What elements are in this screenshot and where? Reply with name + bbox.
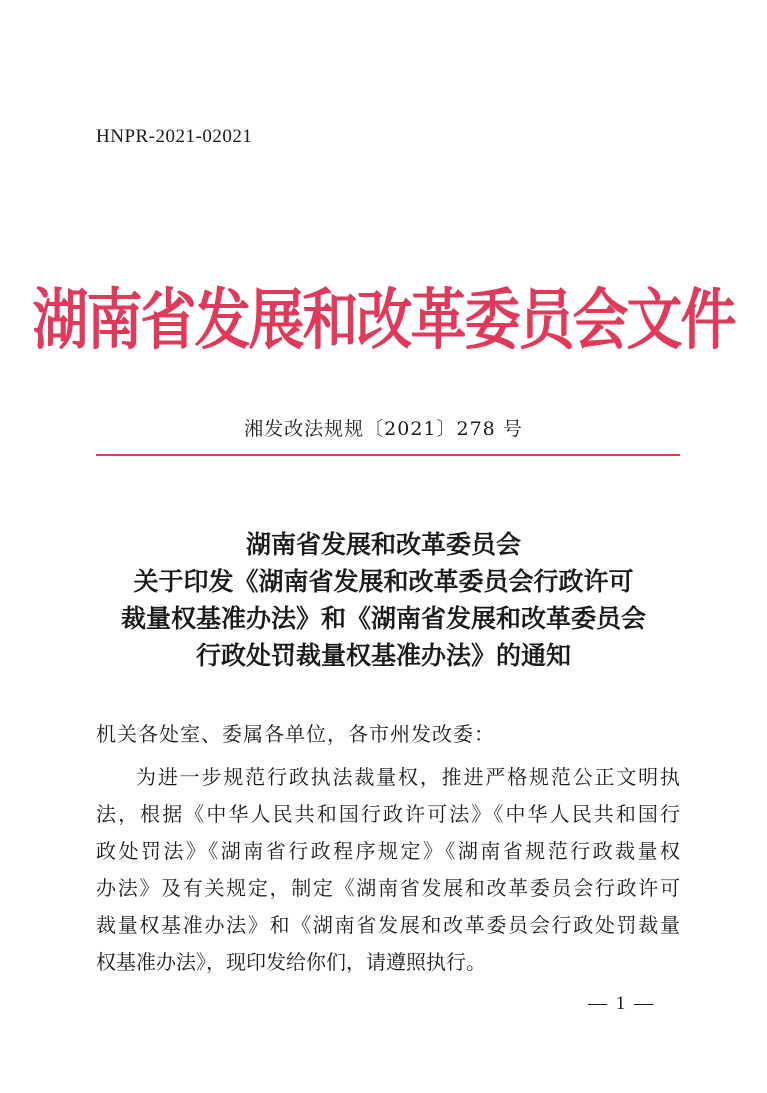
- body-line: 为进一步规范行政执法裁量权，推进严格规范公正文明执: [136, 765, 680, 789]
- salutation: 机关各处室、委属各单位，各市州发改委：: [96, 722, 495, 746]
- body-line: 法，根据《中华人民共和国行政许可法》《中华人民共和国行: [96, 802, 680, 826]
- red-divider-line: [96, 454, 680, 456]
- notice-title: [0, 526, 767, 674]
- title-line: 行政处罚裁量权基准办法》的通知: [195, 641, 571, 670]
- issuer-banner: 湖南省发展和改革委员会文件: [32, 280, 735, 359]
- page-number: — 1 —: [588, 993, 655, 1014]
- body-line: 权基准办法》，现印发给你们，请遵照执行。: [96, 950, 486, 974]
- title-line: 裁量权基准办法》和《湖南省发展和改革委员会: [120, 604, 646, 633]
- title-line: 湖南省发展和改革委员会: [245, 530, 521, 559]
- body-line: 政处罚法》《湖南省行政程序规定》《湖南省规范行政裁量权: [96, 839, 680, 863]
- body-line: 裁量权基准办法》和《湖南省发展和改革委员会行政处罚裁量: [96, 913, 680, 937]
- title-line: 关于印发《湖南省发展和改革委员会行政许可: [133, 567, 634, 596]
- document-number: 湘发改法规规〔2021〕278 号: [244, 418, 523, 440]
- document-code: HNPR-2021-02021: [96, 126, 253, 147]
- body-line: 办法》及有关规定，制定《湖南省发展和改革委员会行政许可: [96, 876, 680, 900]
- body-paragraph: [96, 759, 680, 981]
